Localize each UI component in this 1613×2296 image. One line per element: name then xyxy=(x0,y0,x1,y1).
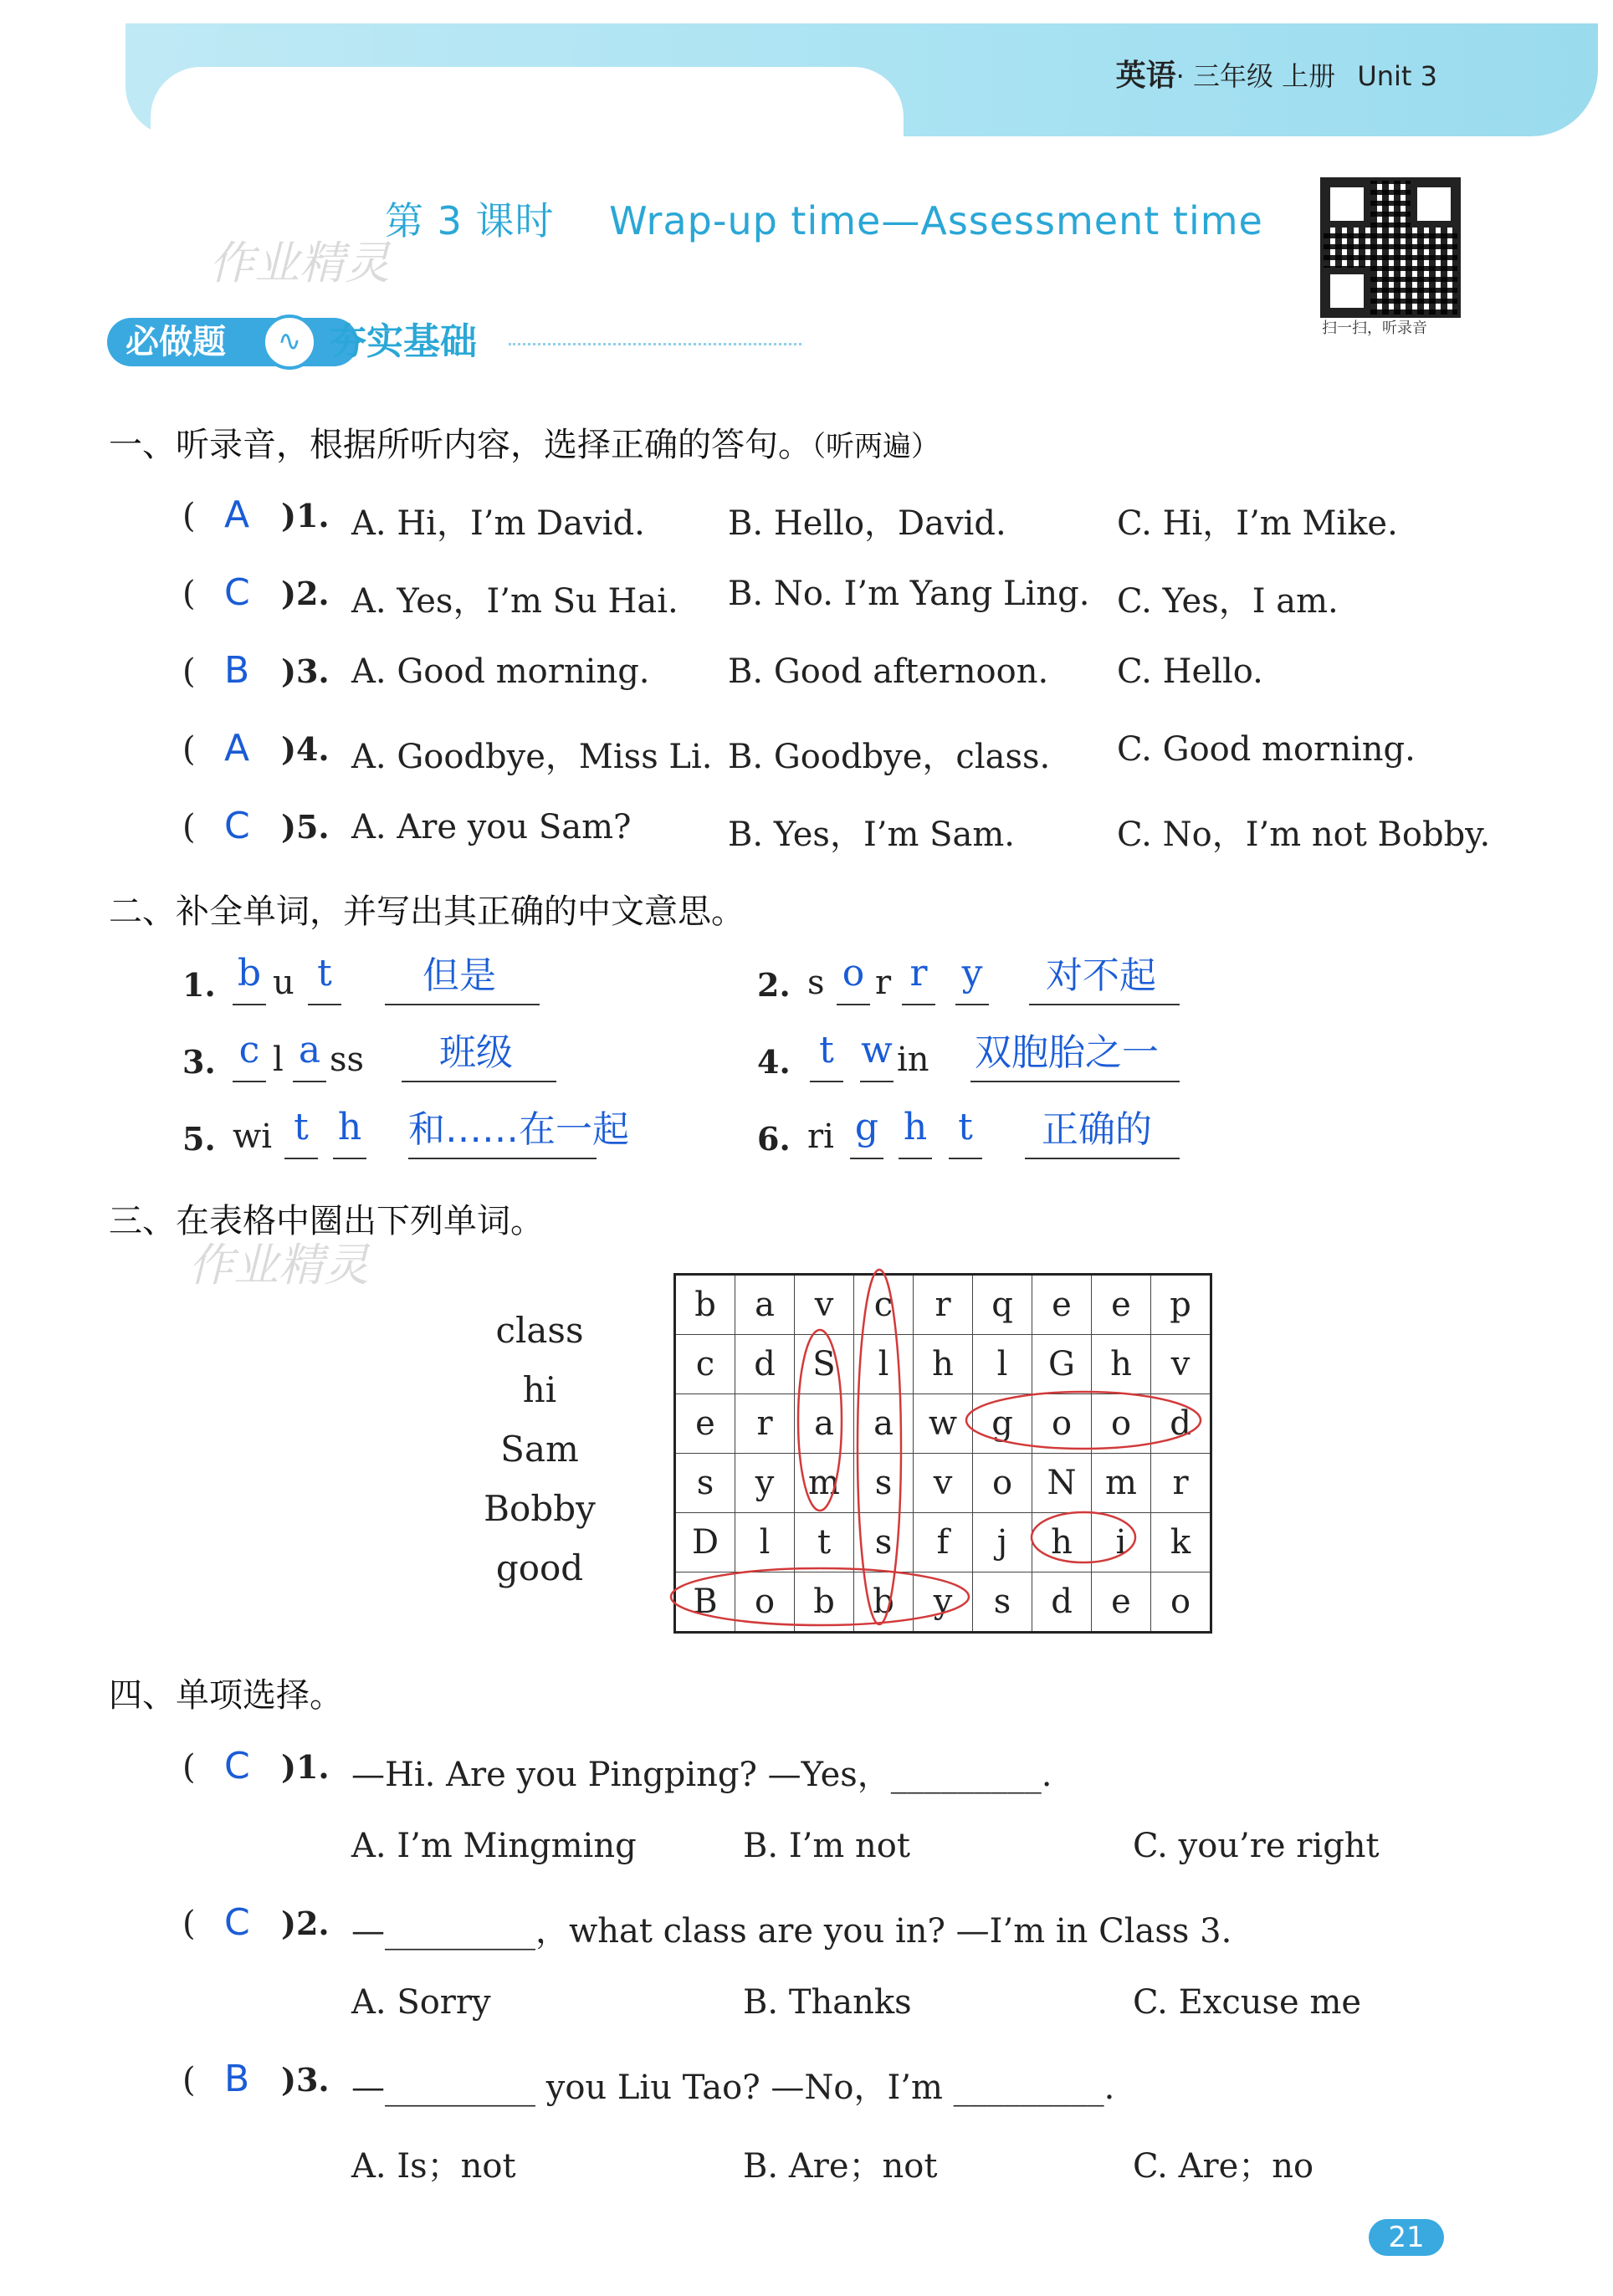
answer-mark: B xyxy=(224,649,250,692)
header-subject: 英语 xyxy=(1115,59,1176,93)
filled-letter: t xyxy=(294,1106,309,1148)
grid-cell: S xyxy=(795,1335,854,1394)
grid-cell: o xyxy=(1151,1572,1211,1633)
letter-blank xyxy=(333,1156,366,1159)
part1-title: 一、听录音，根据所听内容，选择正确的答句。 xyxy=(109,426,812,464)
option-b: B. Thanks xyxy=(743,1983,912,2022)
lesson-number: 第 3 课时 xyxy=(385,198,555,243)
meaning-blank xyxy=(408,1156,597,1159)
option-a: A. Are you Sam? xyxy=(351,808,632,846)
question-number: )1. xyxy=(281,1748,330,1786)
qr-caption: 扫一扫，听录音 xyxy=(1322,320,1427,337)
grid-cell: b xyxy=(675,1275,735,1335)
question-number: )3. xyxy=(281,652,330,690)
question-number: )2. xyxy=(281,575,330,612)
option-c: C. Hi，I’m Mike. xyxy=(1117,504,1398,543)
grid-cell: a xyxy=(735,1275,795,1335)
grid-cell: q xyxy=(973,1275,1032,1335)
letter-blank xyxy=(850,1156,883,1159)
question-number: )5. xyxy=(281,808,330,846)
option-c: C. No，I’m not Bobby. xyxy=(1117,816,1491,854)
answer-mark: C xyxy=(224,805,250,847)
grid-cell: h xyxy=(1032,1513,1092,1572)
left-paren: ( xyxy=(182,575,196,613)
option-c: C. Good morning. xyxy=(1117,730,1416,769)
header-cloud-decoration xyxy=(151,67,904,159)
option-a: A. Goodbye，Miss Li. xyxy=(351,738,713,776)
item-number: 2. xyxy=(757,966,791,1004)
grid-cell: d xyxy=(1151,1394,1211,1454)
meaning-blank xyxy=(402,1079,556,1082)
meaning-answer: 对不起 xyxy=(1046,954,1156,997)
left-paren: ( xyxy=(182,730,196,769)
meaning-blank xyxy=(1025,1156,1180,1159)
grid-cell: G xyxy=(1032,1335,1092,1394)
option-b: B. I’m not xyxy=(743,1827,910,1865)
answer-mark: C xyxy=(224,571,250,614)
letter-blank xyxy=(810,1079,843,1082)
grid-cell: h xyxy=(914,1335,973,1394)
question-stem: —_________ you Liu Tao? —No，I’m _________. xyxy=(351,2068,1115,2107)
part1-heading xyxy=(109,418,940,466)
answer-mark: C xyxy=(224,1745,250,1787)
option-a: A. Sorry xyxy=(351,1983,491,2022)
watermark-middle: 作业精灵 xyxy=(188,1239,369,1291)
word-item: hi xyxy=(522,1369,557,1410)
grid-cell: j xyxy=(973,1513,1032,1572)
filled-letter: o xyxy=(842,952,865,995)
letter-blank xyxy=(902,1002,935,1005)
filled-letter: w xyxy=(861,1029,893,1071)
word-item: good xyxy=(495,1547,584,1588)
option-b: B. Yes，I’m Sam. xyxy=(728,816,1016,854)
section-banner xyxy=(107,318,735,368)
filled-letter: c xyxy=(238,1029,260,1071)
grid-cell: p xyxy=(1151,1275,1211,1335)
option-c: C. Excuse me xyxy=(1133,1983,1362,2022)
grid-cell: h xyxy=(1092,1335,1151,1394)
grid-cell: o xyxy=(973,1454,1032,1513)
given-letter: ss xyxy=(330,1041,365,1079)
given-letter: s xyxy=(807,964,825,1002)
qr-corner xyxy=(1324,181,1370,228)
question-number: )3. xyxy=(281,2061,330,2099)
grid-row xyxy=(675,1454,1211,1513)
left-paren: ( xyxy=(182,497,196,535)
meaning-blank xyxy=(385,1002,540,1005)
grid-cell: m xyxy=(1092,1454,1151,1513)
grid-cell: s xyxy=(854,1513,914,1572)
left-paren: ( xyxy=(182,2061,196,2099)
option-c: C. you’re right xyxy=(1133,1827,1380,1865)
option-b: B. Hello，David. xyxy=(728,504,1006,543)
option-c: C. Yes，I am. xyxy=(1117,582,1339,621)
answer-mark: C xyxy=(224,1901,250,1944)
meaning-answer: 班级 xyxy=(439,1031,513,1074)
grid-cell: f xyxy=(914,1513,973,1572)
letter-blank xyxy=(308,1002,341,1005)
part4-heading: 四、单项选择。 xyxy=(109,1676,343,1715)
meaning-answer: 但是 xyxy=(422,954,496,997)
wave-icon: ∿ xyxy=(262,314,317,370)
meaning-blank xyxy=(1029,1002,1180,1005)
meaning-blank xyxy=(970,1079,1180,1082)
page-number: 21 xyxy=(1369,2219,1444,2256)
given-letter: u xyxy=(273,964,294,1002)
option-b: B. No. I’m Yang Ling. xyxy=(728,575,1090,613)
lesson-title xyxy=(385,191,1263,246)
question-stem: —Hi. Are you Pingping? —Yes，_________. xyxy=(351,1756,1052,1794)
meaning-answer: 正确的 xyxy=(1042,1108,1152,1151)
option-a: A. Hi，I’m David. xyxy=(351,504,645,543)
question-number: )4. xyxy=(281,730,330,768)
word-list xyxy=(469,1301,611,1598)
grid-cell: l xyxy=(854,1335,914,1394)
left-paren: ( xyxy=(182,1748,196,1787)
banner-dotted-line xyxy=(509,343,801,345)
grid-cell: a xyxy=(795,1394,854,1454)
meaning-answer: 和……在一起 xyxy=(408,1108,629,1151)
option-c: C. Hello. xyxy=(1117,652,1263,691)
grid-cell: v xyxy=(795,1275,854,1335)
grid-cell: m xyxy=(795,1454,854,1513)
filled-letter: b xyxy=(237,952,262,995)
item-number: 6. xyxy=(757,1120,791,1158)
grid-cell: r xyxy=(735,1394,795,1454)
word-item: Sam xyxy=(500,1429,579,1470)
grid-cell: b xyxy=(795,1572,854,1633)
grid-cell: e xyxy=(675,1394,735,1454)
filled-letter: a xyxy=(298,1029,321,1071)
grid-cell: c xyxy=(675,1335,735,1394)
grid-cell: e xyxy=(1092,1275,1151,1335)
grid-cell: o xyxy=(1092,1394,1151,1454)
grid-cell: y xyxy=(914,1572,973,1633)
banner-tag: 必做题 xyxy=(107,318,358,366)
grid-cell: l xyxy=(735,1513,795,1572)
grid-cell: b xyxy=(854,1572,914,1633)
filled-letter: t xyxy=(317,952,332,995)
answer-mark: A xyxy=(224,493,250,536)
grid-cell: y xyxy=(735,1454,795,1513)
grid-cell: e xyxy=(1032,1275,1092,1335)
option-b: B. Are；not xyxy=(743,2147,938,2186)
qr-code[interactable] xyxy=(1320,177,1461,318)
left-paren: ( xyxy=(182,1905,196,1943)
question-number: )1. xyxy=(281,497,330,534)
grid-cell: c xyxy=(854,1275,914,1335)
given-letter: ri xyxy=(807,1117,834,1156)
qr-corner xyxy=(1324,268,1370,314)
given-letter: l xyxy=(273,1041,284,1079)
grid-cell: v xyxy=(1151,1335,1211,1394)
given-letter: in xyxy=(897,1041,929,1079)
word-item: Bobby xyxy=(484,1488,596,1529)
grid-row xyxy=(675,1335,1211,1394)
letter-blank xyxy=(955,1002,989,1005)
grid-cell: e xyxy=(1092,1572,1151,1633)
letter-blank xyxy=(293,1079,326,1082)
letter-blank xyxy=(837,1002,870,1005)
option-a: A. I’m Mingming xyxy=(351,1827,637,1865)
given-letter: wi xyxy=(233,1117,273,1156)
option-b: B. Goodbye，class. xyxy=(728,738,1051,776)
grid-cell: o xyxy=(1032,1394,1092,1454)
answer-mark: B xyxy=(224,2058,250,2100)
question-number: )2. xyxy=(281,1905,330,1942)
grid-cell: d xyxy=(735,1335,795,1394)
grid-cell: s xyxy=(675,1454,735,1513)
letter-blank xyxy=(284,1156,318,1159)
grid-cell: l xyxy=(973,1335,1032,1394)
option-a: A. Is；not xyxy=(351,2147,516,2186)
grid-cell: r xyxy=(1151,1454,1211,1513)
letter-blank xyxy=(899,1156,932,1159)
grid-cell: g xyxy=(973,1394,1032,1454)
filled-letter: t xyxy=(958,1106,973,1148)
filled-letter: h xyxy=(337,1106,362,1148)
letter-blank xyxy=(233,1079,266,1082)
filled-letter: y xyxy=(961,952,983,995)
grid-cell: D xyxy=(675,1513,735,1572)
left-paren: ( xyxy=(182,652,196,691)
grid-cell: k xyxy=(1151,1513,1211,1572)
grid-cell: a xyxy=(854,1394,914,1454)
grid-row xyxy=(675,1275,1211,1335)
grid-cell: B xyxy=(675,1572,735,1633)
grid-cell: w xyxy=(914,1394,973,1454)
grid-row xyxy=(675,1394,1211,1454)
option-c: C. Are；no xyxy=(1133,2147,1314,2186)
left-paren: ( xyxy=(182,808,196,846)
grid-row xyxy=(675,1572,1211,1633)
given-letter: r xyxy=(875,964,892,1002)
grid-cell: d xyxy=(1032,1572,1092,1633)
grid-row xyxy=(675,1513,1211,1572)
item-number: 5. xyxy=(182,1120,216,1158)
word-item: class xyxy=(495,1310,584,1351)
letter-blank xyxy=(860,1079,894,1082)
header-unit: Unit 3 xyxy=(1357,60,1437,92)
filled-letter: g xyxy=(854,1106,879,1148)
grid-cell: o xyxy=(735,1572,795,1633)
option-a: A. Yes，I’m Su Hai. xyxy=(351,582,678,621)
answer-mark: A xyxy=(224,727,250,770)
letter-blank xyxy=(949,1156,982,1159)
header-dot: · xyxy=(1175,60,1185,92)
filled-letter: h xyxy=(903,1106,928,1148)
grid-cell: s xyxy=(973,1572,1032,1633)
grid-cell: v xyxy=(914,1454,973,1513)
header-volume: 上册 xyxy=(1282,60,1336,92)
filled-letter: r xyxy=(909,952,928,995)
part3-heading: 三、在表格中圈出下列单词。 xyxy=(109,1202,544,1240)
qr-corner xyxy=(1411,181,1457,228)
grid-cell: s xyxy=(854,1454,914,1513)
item-number: 3. xyxy=(182,1043,216,1081)
meaning-answer: 双胞胎之一 xyxy=(975,1031,1159,1074)
banner-label: 夯实基础 xyxy=(330,320,477,363)
grid-cell: i xyxy=(1092,1513,1151,1572)
header-book-info xyxy=(1116,52,1437,95)
part2-heading: 二、补全单词，并写出其正确的中文意思。 xyxy=(109,892,745,931)
grid-cell: r xyxy=(914,1275,973,1335)
part1-note: （听两遍） xyxy=(812,430,940,463)
word-search-grid xyxy=(673,1273,1212,1634)
grid-cell: N xyxy=(1032,1454,1092,1513)
header-grade: 三年级 xyxy=(1192,60,1273,92)
filled-letter: t xyxy=(819,1029,834,1071)
grid-cell: t xyxy=(795,1513,854,1572)
option-a: A. Good morning. xyxy=(351,652,650,691)
watermark-top: 作业精灵 xyxy=(209,237,390,289)
item-number: 4. xyxy=(757,1043,791,1081)
option-b: B. Good afternoon. xyxy=(728,652,1049,691)
lesson-name: Wrap-up time—Assessment time xyxy=(609,198,1263,243)
question-stem: —_________，what class are you in? —I’m in Class 3. xyxy=(351,1912,1232,1951)
item-number: 1. xyxy=(182,966,216,1004)
letter-blank xyxy=(233,1002,266,1005)
